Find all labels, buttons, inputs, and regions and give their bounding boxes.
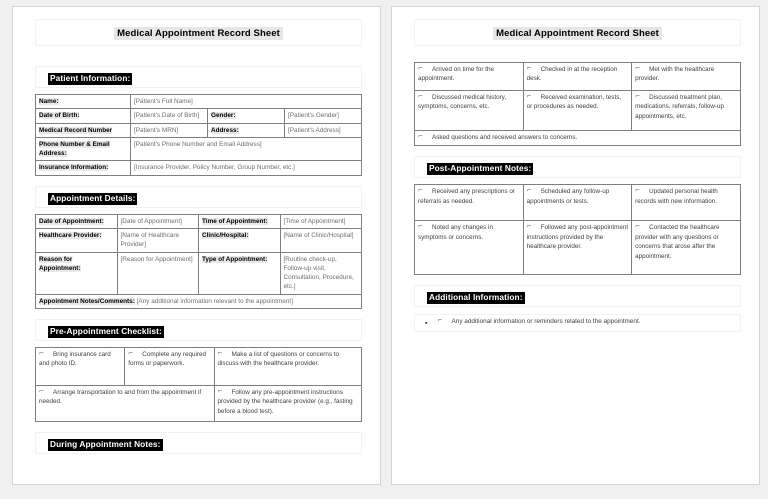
checkbox-icon[interactable]: ⌐: [39, 387, 45, 395]
checkbox-icon[interactable]: ⌐: [217, 387, 223, 395]
post-appointment-checklist-table: [414, 184, 741, 275]
table-row: [36, 347, 362, 385]
checklist-item-label: Noted any changes in symptoms or concerns.: [418, 224, 493, 241]
label-time-of-appointment: Time of Appointment:: [202, 217, 268, 225]
section-heading-appointment-details: Appointment Details:: [48, 193, 137, 205]
value-appointment-notes: [Any additional information relevant to the appointment]: [136, 297, 293, 305]
checklist-item-label: Follow any pre-appointment instructions provided by the healthcare provider (e.g., fasting before a blood test).: [217, 388, 353, 415]
bullet-icon: ▪: [425, 320, 428, 328]
appointment-details-table: [35, 214, 362, 309]
page-title: Medical Appointment Record Sheet: [114, 27, 283, 40]
checkbox-icon[interactable]: ⌐: [418, 187, 424, 195]
cell-value-gender[interactable]: [284, 109, 361, 123]
checklist-item[interactable]: [36, 385, 215, 421]
checklist-item-label: Received examination, tests, or procedures as needed.: [526, 94, 622, 111]
value-name: [Patient's Full Name]: [134, 98, 193, 105]
checkbox-icon[interactable]: ⌐: [437, 317, 443, 325]
section-appointment-details: [35, 186, 362, 208]
checkbox-icon[interactable]: ⌐: [526, 93, 532, 100]
table-row: [36, 294, 362, 308]
table-row: [415, 63, 741, 91]
checklist-item[interactable]: [415, 91, 524, 131]
cell-value-name[interactable]: [131, 95, 362, 109]
section-additional-information: [414, 285, 741, 307]
checklist-item-label: Contacted the healthcare provider with any questions or concerns that arose after the appointment.: [635, 224, 720, 260]
checkbox-icon[interactable]: ⌐: [526, 187, 532, 195]
during-appointment-checklist-table: [414, 62, 741, 146]
label-date-of-appointment: Date of Appointment:: [39, 217, 104, 225]
checklist-item-label: Bring insurance card and photo ID.: [39, 350, 111, 368]
value-date-of-appointment: [Date of Appointment]: [120, 217, 182, 225]
value-mrn: [Patient's MRN]: [134, 126, 179, 134]
checkbox-icon[interactable]: ⌐: [418, 223, 424, 231]
cell-label-date-of-appointment: [36, 214, 118, 228]
checklist-item[interactable]: [36, 347, 125, 385]
table-row: [36, 95, 362, 109]
checklist-item-label: Updated personal health records with new information.: [635, 188, 718, 205]
checklist-item-label: Met with the healthcare provider.: [635, 66, 715, 83]
table-row: [36, 214, 362, 228]
checkbox-icon[interactable]: ⌐: [418, 133, 424, 140]
cell-value-clinic-hospital[interactable]: [280, 228, 362, 252]
value-dob: [Patient's Date of Birth]: [134, 112, 200, 120]
label-phone-email: Phone Number & Email Address:: [39, 140, 110, 158]
label-dob: Date of Birth:: [39, 112, 80, 120]
additional-information-list-item[interactable]: [414, 314, 741, 332]
cell-label-insurance: [36, 161, 131, 175]
cell-label-phone-email: [36, 137, 131, 161]
cell-label-gender: [208, 109, 285, 123]
checkbox-icon[interactable]: ⌐: [635, 187, 641, 195]
label-type-of-appointment: Type of Appointment:: [202, 255, 268, 263]
checklist-item-label: Complete any required forms or paperwork.: [128, 350, 207, 368]
cell-appointment-notes[interactable]: [36, 294, 362, 308]
checkbox-icon[interactable]: ⌐: [418, 93, 424, 100]
checklist-item-label: Scheduled any follow-up appointments or tests.: [526, 188, 610, 205]
label-gender: Gender:: [211, 112, 236, 120]
label-address: Address:: [211, 126, 239, 134]
checklist-item-label: Make a list of questions or concerns to discuss with the healthcare provider.: [217, 350, 340, 368]
section-heading-pre-appointment-checklist: Pre-Appointment Checklist:: [48, 326, 164, 338]
cell-label-clinic-hospital: [199, 228, 281, 252]
cell-label-address: [208, 123, 285, 137]
value-healthcare-provider: [Name of Healthcare Provider]: [120, 231, 180, 249]
checklist-item[interactable]: [523, 221, 632, 275]
pre-appointment-checklist-table: [35, 347, 362, 422]
page1-title-container: [35, 19, 362, 46]
page2-title-container: [414, 19, 741, 46]
table-row: [415, 131, 741, 146]
label-reason-for-appointment: Reason for Appointment:: [39, 255, 81, 272]
checklist-item-label: Received any prescriptions or referrals as needed.: [418, 188, 515, 205]
value-insurance: [Insurance Provider, Policy Number, Group Number, etc.]: [134, 164, 295, 172]
checklist-item-label: Discussed medical history, symptoms, concerns, etc.: [418, 94, 507, 111]
cell-value-phone-email[interactable]: [131, 137, 362, 161]
label-healthcare-provider: Healthcare Provider:: [39, 231, 102, 239]
checkbox-icon[interactable]: ⌐: [635, 65, 641, 72]
cell-label-dob: [36, 109, 131, 123]
cell-value-healthcare-provider[interactable]: [117, 228, 199, 252]
section-heading-during-appointment-notes: During Appointment Notes:: [48, 439, 163, 451]
checklist-item-label: Arrived on time for the appointment.: [418, 66, 494, 83]
table-row: [36, 137, 362, 161]
label-clinic-hospital: Clinic/Hospital:: [202, 231, 249, 239]
table-row: [415, 91, 741, 131]
value-type-of-appointment: [Routine check-up, Follow-up visit, Consultation, Procedure, etc.]: [283, 255, 354, 291]
section-heading-post-appointment-notes: Post-Appointment Notes:: [427, 163, 533, 175]
checklist-item[interactable]: [415, 63, 524, 91]
additional-information-label: Any additional information or reminders related to the appointment.: [451, 318, 641, 326]
cell-label-healthcare-provider: [36, 228, 118, 252]
checkbox-icon[interactable]: ⌐: [526, 65, 532, 72]
checkbox-icon[interactable]: ⌐: [39, 349, 45, 357]
title-spacer: [35, 48, 362, 56]
table-row: [36, 123, 362, 137]
checklist-item[interactable]: [523, 185, 632, 221]
cell-value-time-of-appointment[interactable]: [280, 214, 362, 228]
checklist-item[interactable]: [523, 91, 632, 131]
checklist-item[interactable]: [214, 385, 361, 421]
table-row: [36, 385, 362, 421]
section-patient-information: [35, 66, 362, 88]
value-time-of-appointment: [Time of Appointment]: [283, 217, 346, 225]
checklist-item[interactable]: [415, 185, 524, 221]
checklist-item[interactable]: [632, 221, 741, 275]
cell-value-address[interactable]: [284, 123, 361, 137]
cell-label-name: [36, 95, 131, 109]
checklist-item[interactable]: [214, 347, 361, 385]
cell-label-mrn: [36, 123, 131, 137]
checklist-item[interactable]: [415, 131, 741, 146]
cell-value-reason-for-appointment[interactable]: [117, 252, 199, 294]
cell-value-type-of-appointment[interactable]: [280, 252, 362, 294]
label-appointment-notes: Appointment Notes/Comments:: [39, 297, 135, 305]
section-post-appointment-notes: [414, 156, 741, 178]
table-row: [415, 185, 741, 221]
title-spacer: [414, 48, 741, 56]
checkbox-icon[interactable]: ⌐: [418, 65, 424, 72]
checkbox-icon[interactable]: ⌐: [635, 223, 641, 231]
checklist-item[interactable]: [523, 63, 632, 91]
checklist-item[interactable]: [125, 347, 214, 385]
cell-value-insurance[interactable]: [131, 161, 362, 175]
checkbox-icon[interactable]: ⌐: [526, 223, 532, 231]
document-page-1: [12, 6, 381, 485]
table-row: [36, 252, 362, 294]
table-row: [36, 228, 362, 252]
cell-label-time-of-appointment: [199, 214, 281, 228]
label-insurance: Insurance Information:: [39, 164, 109, 172]
cell-value-dob[interactable]: [131, 109, 208, 123]
cell-value-mrn[interactable]: [131, 123, 208, 137]
checklist-item-label: Arrange transportation to and from the appointment if needed.: [39, 388, 202, 406]
value-phone-email: [Patient's Phone Number and Email Address]: [134, 140, 262, 148]
value-reason-for-appointment: [Reason for Appointment]: [120, 255, 193, 263]
section-heading-patient-information: Patient Information:: [48, 73, 132, 85]
checklist-item-label: Followed any post-appointment instructions provided by the healthcare provider.: [526, 224, 629, 251]
checklist-item[interactable]: [415, 221, 524, 275]
checkbox-icon[interactable]: ⌐: [635, 93, 641, 100]
table-row: [36, 109, 362, 123]
checkbox-icon[interactable]: ⌐: [217, 349, 223, 357]
checklist-item-label: Checked in at the reception desk.: [526, 66, 618, 83]
cell-label-reason-for-appointment: [36, 252, 118, 294]
section-during-appointment-notes: [35, 432, 362, 454]
checkbox-icon[interactable]: ⌐: [128, 349, 134, 357]
value-gender: [Patient's Gender]: [287, 112, 339, 120]
section-pre-appointment-checklist: [35, 319, 362, 341]
checklist-item[interactable]: [632, 63, 741, 91]
value-address: [Patient's Address]: [287, 126, 341, 134]
page-title: Medical Appointment Record Sheet: [493, 27, 662, 40]
cell-value-date-of-appointment[interactable]: [117, 214, 199, 228]
patient-information-table: [35, 94, 362, 176]
checklist-item-label: Discussed treatment plan, medications, referrals, follow-up appointments, etc.: [635, 94, 725, 120]
section-heading-additional-information: Additional Information:: [427, 292, 525, 304]
value-clinic-hospital: [Name of Clinic/Hospital]: [283, 231, 354, 239]
checklist-item[interactable]: [632, 91, 741, 131]
cell-label-type-of-appointment: [199, 252, 281, 294]
label-mrn: Medical Record Number: [39, 126, 113, 134]
table-row: [415, 221, 741, 275]
table-row: [36, 161, 362, 175]
checklist-item-label: Asked questions and received answers to concerns.: [432, 134, 578, 141]
document-page-2: [391, 6, 760, 485]
checklist-item[interactable]: [632, 185, 741, 221]
label-name: Name:: [39, 98, 59, 105]
